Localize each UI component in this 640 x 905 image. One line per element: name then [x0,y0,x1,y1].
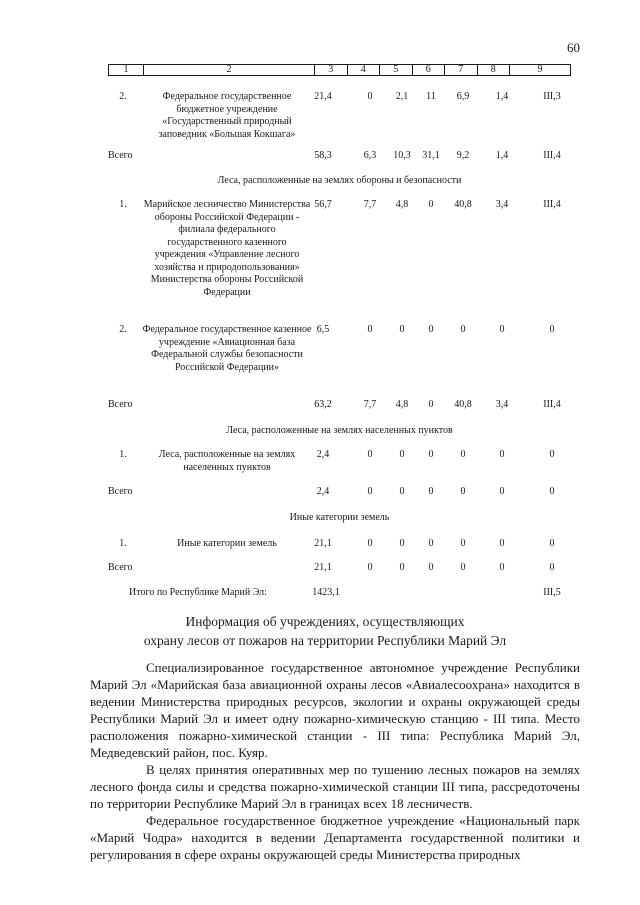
row-name: Леса, расположенные на землях населенных пунктов [158,449,296,473]
cell: 0 [428,562,434,573]
cell: 0 [428,449,434,460]
paragraph-text: В целях принятия оперативных мер по тушению лесных пожаров на землях лесного фонда силы и средства пожарно-химической станции III типа, рассредоточены по территории Республике Марий Эл в границах всех 18 лесничеств. [90,762,580,811]
cell: 4,8 [395,399,409,410]
row-total-label: Всего [108,399,133,410]
title-line-2: охрану лесов от пожаров на территории Республики Марий Эл [143,633,507,648]
cell: 58,3 [314,150,332,161]
col-header-8: 8 [477,65,510,76]
cell: 0 [460,449,466,460]
cell: 21,1 [314,562,332,573]
grand-total-label: Итого по Республике Марий Эл: [129,587,267,598]
section-heading: Леса, расположенные на землях обороны и безопасности [217,175,462,186]
paragraph [90,659,580,761]
cell: 0 [499,449,505,460]
col-header-9: 9 [510,65,571,76]
grand-total-value: 1423,1 [312,587,340,598]
title-line-1: Информация об учреждениях, осуществляющих [185,614,465,629]
cell: 0 [399,538,405,549]
col-header-1: 1 [109,65,144,76]
row-total-label: Всего [108,486,133,497]
cell: 0 [499,324,505,335]
cell: 0 [399,449,405,460]
row-number: 2. [119,324,127,335]
row-number: 1. [119,199,127,210]
row-total-label: Всего [108,150,133,161]
cell: 0 [367,449,373,460]
col-header-7: 7 [445,65,478,76]
cell: 0 [367,486,373,497]
cell: 0 [549,449,555,460]
col-header-5: 5 [380,65,413,76]
cell: 0 [549,486,555,497]
cell: III,4 [543,399,561,410]
cell: 2,1 [395,91,409,102]
cell: 4,8 [395,199,409,210]
cell: 9,2 [456,150,470,161]
cell: 0 [428,538,434,549]
row-number: 1. [119,538,127,549]
cell: 11 [426,91,436,102]
cell: 3,4 [495,399,509,410]
row-name: Федеральное государственное бюджетное учреждение «Государственный природный заповедник «Большая Кокшага» [158,91,296,140]
cell: III,4 [543,150,561,161]
cell: 0 [549,538,555,549]
cell: 0 [428,399,434,410]
cell: 1,4 [495,150,509,161]
section-heading: Леса, расположенные на землях населенных пунктов [226,425,453,436]
row-name: Марийское лесничество Министерства обороны Российской Федерации - филиала федерального государственного казенного учреждения «Управление лесного хозяйства и природопользования» Министерства обороны Российской Федерации [143,199,311,298]
section-title [60,612,590,650]
cell: 56,7 [314,199,332,210]
table-header [108,64,571,76]
cell: 2,4 [316,486,330,497]
cell: 40,8 [454,199,472,210]
paragraph-text: Федеральное государственное бюджетное учреждение «Национальный парк «Марий Чодра» находится в ведении Департамента государственной политики и регулирования в сфере охраны окружающей среды Министерства природных [90,813,580,862]
cell: 63,2 [314,399,332,410]
row-name: Иные категории земель [177,538,277,549]
cell: 0 [428,324,434,335]
cell: 7,7 [363,199,377,210]
grand-total-class: III,5 [543,587,561,598]
col-header-3: 3 [315,65,348,76]
cell: 0 [460,562,466,573]
cell: 2,4 [316,449,330,460]
cell: 0 [549,562,555,573]
row-number: 1. [119,449,127,460]
cell: 0 [399,324,405,335]
col-header-4: 4 [347,65,380,76]
paragraph [90,761,580,812]
cell: 0 [399,562,405,573]
col-header-6: 6 [412,65,445,76]
cell: 21,4 [314,91,332,102]
cell: 0 [460,486,466,497]
cell: 0 [499,562,505,573]
cell: 7,7 [363,399,377,410]
row-number: 2. [119,91,127,102]
cell: III,4 [543,199,561,210]
row-total-label: Всего [108,562,133,573]
cell: 0 [428,486,434,497]
cell: 3,4 [495,199,509,210]
cell: 6,9 [456,91,470,102]
cell: 6,3 [363,150,377,161]
cell: 0 [428,199,434,210]
row-name: Федеральное государственное казенное учреждение «Авиационная база Федеральной службы безопасности Российской Федерации» [142,324,312,373]
cell: 0 [499,486,505,497]
section-heading: Иные категории земель [289,512,390,523]
cell: 0 [367,91,373,102]
cell: 0 [460,538,466,549]
paragraph-text: Специализированное государственное автономное учреждение Республики Марий Эл «Марийская база авиационной охраны лесов «Авиалесоохрана» находится в ведении Министерства природных ресурсов, экологии и охраны окружающей среды Республики Марий Эл и имеет одну пожарно-химическую станцию - III типа. Место расположения пожарно-химической станции - III типа: Республика Марий Эл, Медведевский район, пос. Куяр. [90,660,580,760]
cell: 21,1 [314,538,332,549]
cell: 6,5 [316,324,330,335]
page-number: 60 [567,40,580,55]
cell: 1,4 [495,91,509,102]
cell: 31,1 [422,150,440,161]
col-header-2: 2 [144,65,315,76]
cell: 10,3 [393,150,411,161]
cell: 0 [367,538,373,549]
cell: 0 [399,486,405,497]
cell: 0 [460,324,466,335]
cell: 0 [367,562,373,573]
cell: III,3 [543,91,561,102]
cell: 0 [367,324,373,335]
cell: 40,8 [454,399,472,410]
paragraph [90,812,580,863]
cell: 0 [499,538,505,549]
cell: 0 [549,324,555,335]
